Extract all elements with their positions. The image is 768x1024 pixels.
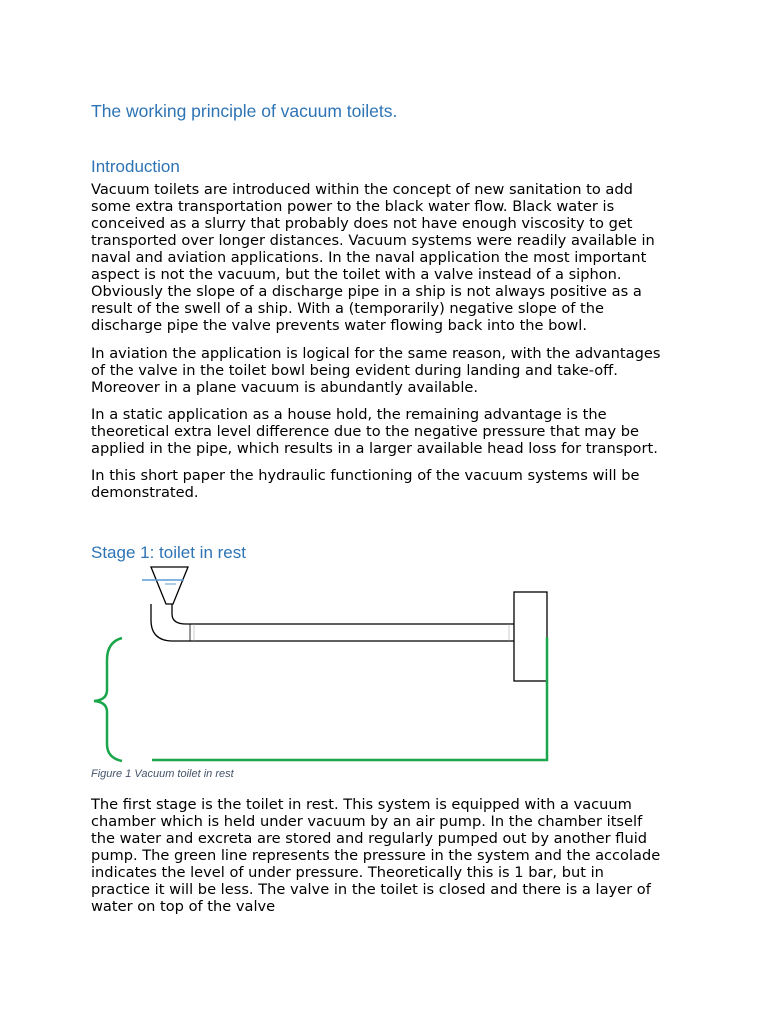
text-line: Vacuum toilets are introduced within the concept of new sanitation to add [91, 181, 633, 198]
text-line: demonstrated. [91, 484, 199, 501]
toilet-neck-inner [172, 604, 190, 624]
text-line: some extra transportation power to the black water flow. Black water is [91, 198, 615, 215]
text-line: Obviously the slope of a discharge pipe in a ship is not always positive as a [91, 283, 642, 300]
text-line: aspect is not the vacuum, but the toilet with a valve instead of a siphon. [91, 266, 622, 283]
text-line: theoretical extra level difference due to the negative pressure that may be [91, 423, 639, 440]
section-heading-introduction: Introduction [91, 157, 180, 176]
text-line: result of the swell of a ship. With a (temporarily) negative slope of the [91, 300, 604, 317]
vacuum-chamber [514, 592, 547, 681]
vacuum-toilet-diagram [0, 560, 768, 770]
section-heading-stage-1: Stage 1: toilet in rest [91, 543, 246, 562]
intro-paragraph-1 [91, 181, 691, 334]
text-line: chamber which is held under vacuum by an air pump. In the chamber itself [91, 813, 643, 830]
intro-paragraph-4 [91, 467, 691, 501]
document-title: The working principle of vacuum toilets. [91, 101, 398, 121]
text-line: the water and excreta are stored and regularly pumped out by another fluid [91, 830, 648, 847]
text-line: In a static application as a house hold, the remaining advantage is the [91, 406, 607, 423]
text-line: indicates the level of under pressure. Theoretically this is 1 bar, but in [91, 864, 604, 881]
accolade [94, 638, 122, 761]
text-line: The first stage is the toilet in rest. This system is equipped with a vacuum [91, 796, 632, 813]
figure-caption: Figure 1 Vacuum toilet in rest [91, 768, 234, 780]
text-line: practice it will be less. The valve in the toilet is closed and there is a layer of [91, 881, 651, 898]
text-line: of the valve in the toilet bowl being evident during landing and take-off. [91, 362, 618, 379]
toilet-neck [151, 604, 190, 641]
text-line: discharge pipe the valve prevents water flowing back into the bowl. [91, 317, 587, 334]
text-line: In this short paper the hydraulic functioning of the vacuum systems will be [91, 467, 640, 484]
text-line: naval and aviation applications. In the naval application the most important [91, 249, 647, 266]
text-line: Moreover in a plane vacuum is abundantly available. [91, 379, 478, 396]
stage-1-paragraph [91, 796, 691, 915]
text-line: pump. The green line represents the pressure in the system and the accolade [91, 847, 661, 864]
text-line: water on top of the valve [91, 898, 276, 915]
text-line: applied in the pipe, which results in a larger available head loss for transport. [91, 440, 658, 457]
text-line: conceived as a slurry that probably does not have enough viscosity to get [91, 215, 633, 232]
text-line: In aviation the application is logical for the same reason, with the advantages [91, 345, 661, 362]
pressure-line [152, 637, 547, 760]
intro-paragraph-2 [91, 345, 691, 396]
intro-paragraph-3 [91, 406, 691, 457]
text-line: transported over longer distances. Vacuum systems were readily available in [91, 232, 655, 249]
toilet-bowl [151, 567, 188, 604]
